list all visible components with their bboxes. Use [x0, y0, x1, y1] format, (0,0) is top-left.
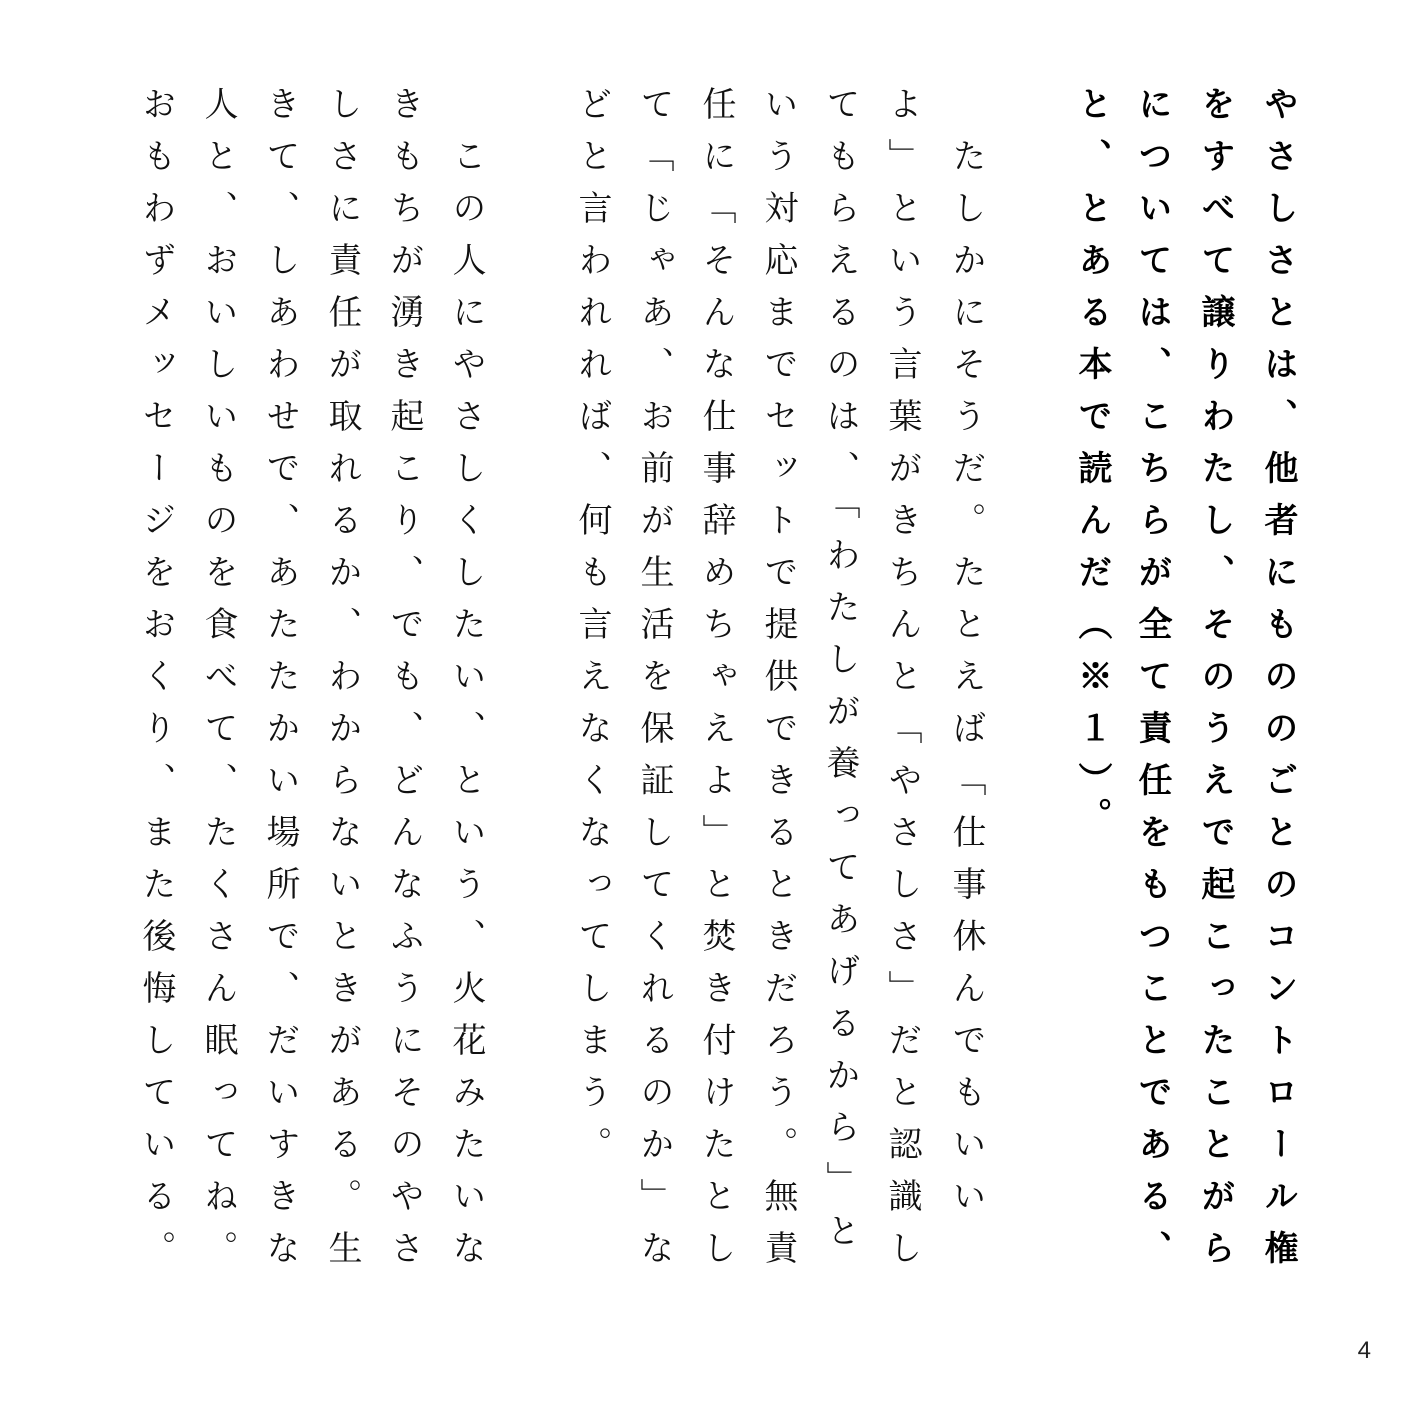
bold-paragraph-line-4: と、とある本で読んだ（※１）。 — [1072, 86, 1112, 849]
paragraph-3-line-6: おもわずメッセージをおくり、また後悔している。 — [136, 86, 176, 1282]
paragraph-2-line-5: 任に「そんな仕事辞めちゃえよ」と焚き付けたとし — [696, 86, 736, 1282]
bold-paragraph-line-3: については、こちらが全て責任をもつことである、 — [1132, 86, 1172, 1282]
page-number: 4 — [1357, 1337, 1371, 1364]
paragraph-3-line-3: しさに責任が取れるか、わからないときがある。生 — [322, 86, 362, 1282]
bold-paragraph-line-2: をすべて譲りわたし、そのうえで起こったことがら — [1195, 86, 1235, 1282]
paragraph-2-line-1: たしかにそうだ。たとえば「仕事休んでもいい — [946, 86, 986, 1230]
paragraph-2-line-3: てもらえるのは、「わたしが養ってあげるから」と — [820, 86, 860, 1265]
paragraph-3-line-4: きて、しあわせで、あたたかい場所で、だいすきな — [260, 86, 300, 1282]
paragraph-3-line-2: きもちが湧き起こり、でも、どんなふうにそのやさ — [384, 86, 424, 1282]
paragraph-2-line-4: いう対応までセットで提供できるときだろう。無責 — [758, 86, 798, 1282]
paragraph-3-line-5: 人と、おいしいものを食べて、たくさん眠ってね。 — [198, 86, 238, 1282]
paragraph-2-line-2: よ」という言葉がきちんと「やさしさ」だと認識し — [882, 86, 922, 1282]
paragraph-3-line-1: この人にやさしくしたい、という、火花みたいな — [446, 86, 486, 1282]
paragraph-2-line-6: て「じゃあ、お前が生活を保証してくれるのか」な — [634, 86, 674, 1282]
paragraph-2-line-7: どと言われれば、何も言えなくなってしまう。 — [572, 86, 612, 1178]
bold-paragraph-line-1: やさしさとは、他者にもののごとのコントロール権 — [1258, 86, 1298, 1282]
